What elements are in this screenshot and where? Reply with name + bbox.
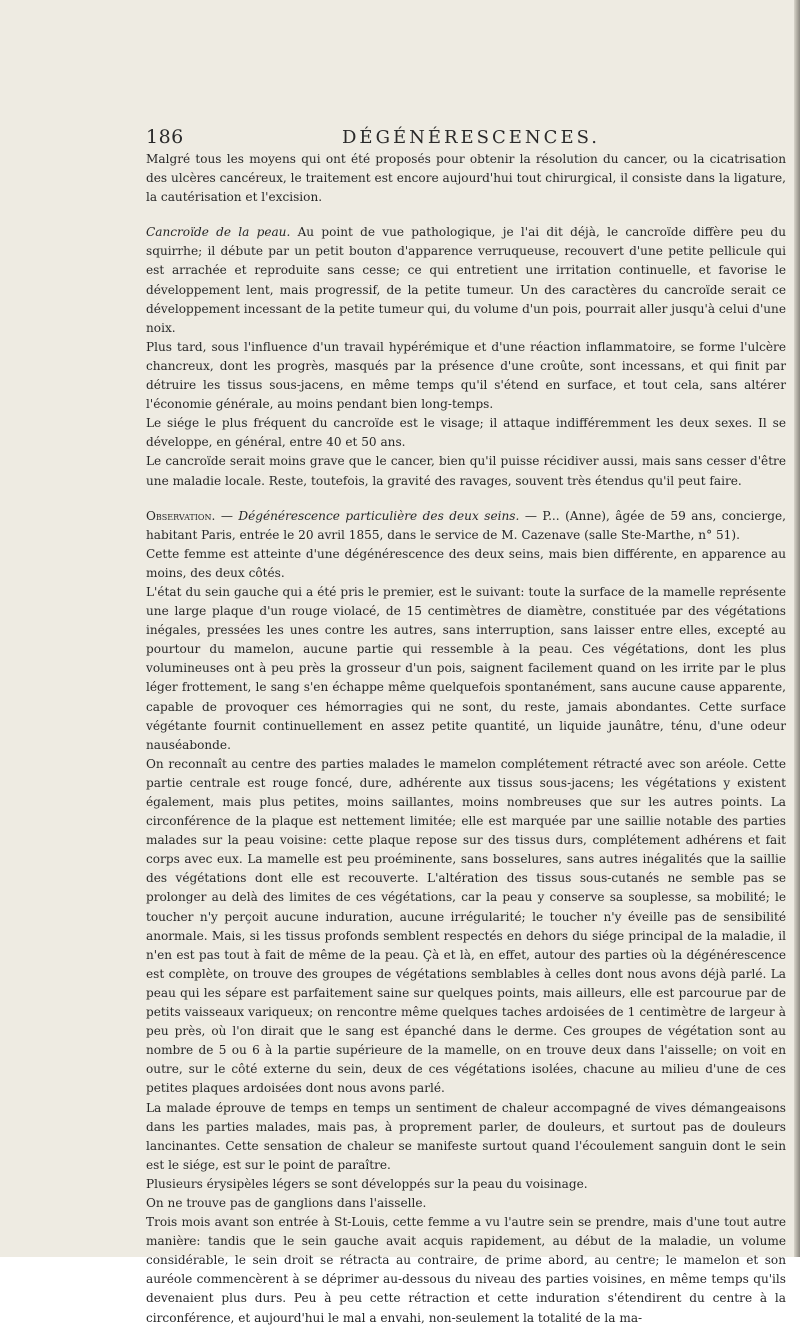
observation-heading: Observation. — Dégénérescence particulière des deux seins. — P... (Anne), âgée de 59 ans, concierge, habitant Paris, entrée le 20 avril 1855, dans le service de M. Cazenave (salle Ste-Marthe, n° 51). bbox=[146, 508, 786, 542]
paragraph: Plus tard, sous l'influence d'un travail hypérémique et d'une réaction inflammatoire, se forme l'ulcère chancreux, dont les progrès, masqués par la présence d'une croûte, sont incessans, et qui finit par détruire les tissus sous-jacens, en même temps qu'il s'étend en surface, et tout cela, sans altérer l'économie générale, au moins pendant bien long-temps. bbox=[146, 339, 786, 412]
section-title: Cancroïde de la peau. bbox=[146, 225, 291, 240]
paragraph-cancroide bbox=[146, 223, 786, 338]
paragraph: Le cancroïde serait moins grave que le cancer, bien qu'il puisse récidiver aussi, mais sans cesser d'être une maladie locale. Reste, toutefois, la gravité des ravages, souvent très étendus qu'il peut faire. bbox=[146, 454, 786, 488]
paragraph: Plusieurs érysipèles légers se sont développés sur la peau du voisinage. bbox=[146, 1176, 588, 1191]
paragraph: Trois mois avant son entrée à St-Louis, cette femme a vu l'autre sein se prendre, mais d'une tout autre manière: tandis que le sein gauche avait acquis rapidement, au début de la maladie, un volume considérable, le sein droit se rétracta au contraire, de prime abord, au centre; le mamelon et son auréole commencèrent à se déprimer au-dessous du niveau des parties voisines, en même temps qu'ils devenaient plus durs. Peu à peu cette rétraction et cette induration s'étendirent du centre à la circonférence, et aujourd'hui le mal a envahi, non-seulement la totalité de la ma- bbox=[146, 1215, 786, 1325]
observation-label: Observation. bbox=[146, 508, 216, 523]
paragraph: La malade éprouve de temps en temps un sentiment de chaleur accompagné de vives démangeaisons dans les parties malades, mais pas, à proprement parler, de douleurs, et surtout pas de douleurs lancinantes. Cette sensation de chaleur se manifeste surtout quand l'écoulement sanguin dont le sein est le siége, est sur le point de paraître. bbox=[146, 1100, 786, 1172]
page-edge bbox=[794, 0, 800, 1257]
paragraph: Malgré tous les moyens qui ont été proposés pour obtenir la résolution du cancer, ou la cicatrisation des ulcères cancéreux, le traitement est encore aujourd'hui tout chirurgical, il consiste dans la ligature, la cautérisation et l'excision. bbox=[146, 152, 786, 205]
observation-title: Dégénérescence particulière des deux seins. bbox=[238, 508, 520, 523]
running-title: DÉGÉNÉRESCENCES. bbox=[342, 127, 600, 148]
paragraph: Le siége le plus fréquent du cancroïde est le visage; il attaque indifféremment les deux sexes. Il se développe, en général, entre 40 et 50 ans. bbox=[146, 416, 786, 450]
paragraph: On ne trouve pas de ganglions dans l'aisselle. bbox=[146, 1195, 427, 1210]
page-header bbox=[146, 126, 786, 150]
page-number: 186 bbox=[146, 126, 184, 148]
paragraph-text: Au point de vue pathologique, je l'ai dit déjà, le cancroïde diffère peu du squirrhe; il débute par un petit bouton d'apparence verruqueuse, recouvert d'une petite pellicule qui est arrachée et reproduite sans cesse; ce qui entretient une irritation continuelle, et favorise le développement lent, mais progressif, de la petite tumeur. Un des caractères du cancroïde serait ce développement incessant de la petite tumeur qui, du volume d'un pois, pourrait aller jusqu'à celui d'une noix. bbox=[146, 225, 786, 335]
paragraph: On reconnaît au centre des parties malades le mamelon complétement rétracté avec son aréole. Cette partie centrale est rouge foncé, dure, adhérente aux tissus sous-jacens; les végétations y existent également, mais plus petites, moins saillantes, moins nombreuses que sur les autres points. La circonférence de la plaque est nettement limitée; elle est marquée par une saillie notable des parties malades sur la peau voisine: cette plaque repose sur des tissus durs, complétement adhérens et fait corps avec eux. La mamelle est peu proéminente, sans bosselures, sans autres inégalités que la saillie des végétations dont elle est recouverte. L'altération des tissus sous-cutanés ne semble pas se prolonger au delà des limites de ces végétations, car la peau y conserve sa souplesse, sa mobilité; le toucher n'y perçoit aucune induration, aucune irrégularité; le toucher n'y éveille pas de sensibilité anormale. Mais, si les tissus profonds semblent respectés en dehors du siége principal de la maladie, il n'en est pas tout à fait de même de la peau. Çà et là, en effet, autour des parties où la dégénérescence est complète, on trouve des groupes de végétations semblables à celles dont nous avons déjà parlé. La peau qui les sépare est parfaitement saine sur quelques points, mais ailleurs, elle est parcourue par de petits vaisseaux variqueux; on rencontre même quelques taches ardoisées de 1 centimètre de largeur à peu près, où l'on dirait que le sang est épanché dans le derme. Ces groupes de végétation sont au nombre de 5 ou 6 à la partie supérieure de la mamelle, on en trouve deux dans l'aisselle; on voit en outre, sur le côté externe du sein, deux de ces végétations isolées, chacune au milieu d'une de ces petites plaques ardoisées dont nous avons parlé. bbox=[146, 756, 786, 1096]
paragraph: L'état du sein gauche qui a été pris le premier, est le suivant: toute la surface de la mamelle représente une large plaque d'un rouge violacé, de 15 centimètres de diamètre, constituée par des végétations inégales, pressées les unes contre les autres, sans interruption, sans laisser entre elles, excepté au pourtour du mamelon, aucune partie qui ressemble à la peau. Ces végétations, dont les plus volumineuses ont à peu près la grosseur d'un pois, saignent facilement quand on les irrite par le plus léger frottement, le sang s'en échappe même quelquefois spontanément, sans aucune cause apparente, capable de provoquer ces hémorragies qui ne sont, du reste, jamais abondantes. Cette surface végétante fournit continuellement en assez petite quantité, un liquide jaunâtre, ténu, d'une odeur nauséabonde. bbox=[146, 584, 786, 752]
observation-text: — P... (Anne), âgée de 59 ans, concierge, habitant Paris, entrée le 20 avril 1855, dans le service de M. Cazenave (salle Ste-Marthe, n° 51). bbox=[146, 508, 786, 542]
paragraph: Cette femme est atteinte d'une dégénérescence des deux seins, mais bien différente, en apparence au moins, des deux côtés. bbox=[146, 546, 786, 580]
body-text bbox=[146, 150, 786, 1328]
